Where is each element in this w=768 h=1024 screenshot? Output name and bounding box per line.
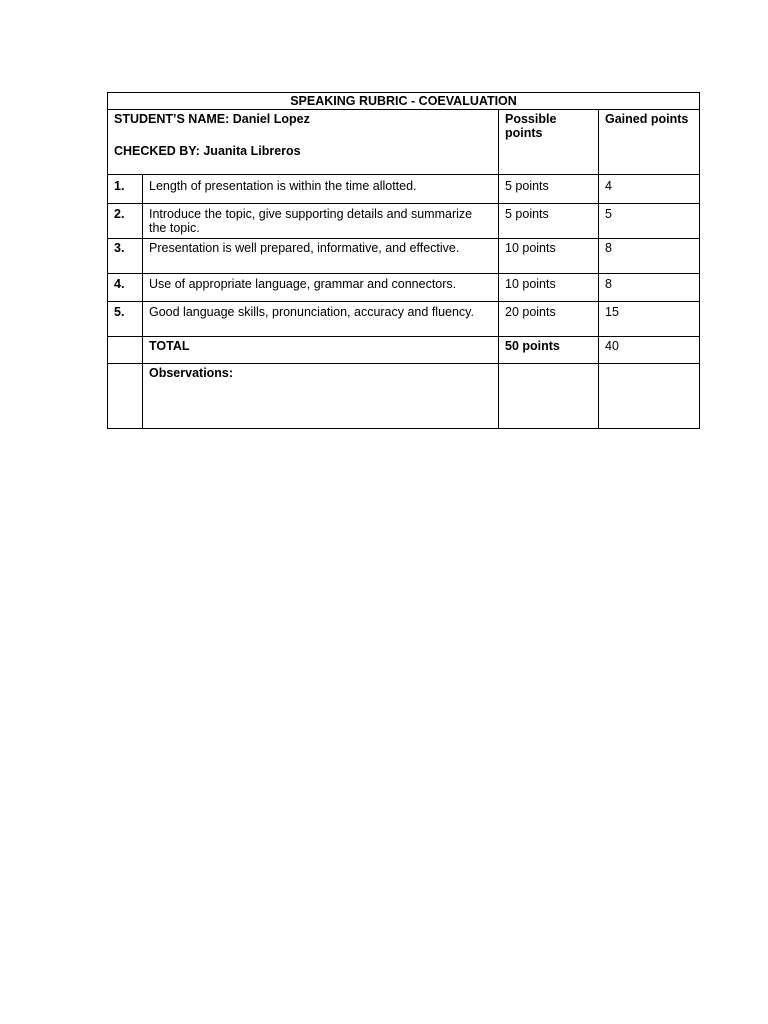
total-possible-points: 50 points — [499, 337, 599, 364]
total-gained-points: 40 — [599, 337, 700, 364]
possible-points: 20 points — [499, 302, 599, 337]
gained-points: 15 — [599, 302, 700, 337]
row-number: 4. — [108, 274, 143, 302]
table-row — [108, 239, 700, 274]
empty-cell — [108, 337, 143, 364]
speaking-rubric-table — [107, 92, 700, 429]
possible-points: 5 points — [499, 204, 599, 239]
criterion-text: Good language skills, pronunciation, accuracy and fluency. — [143, 302, 499, 337]
checked-by: CHECKED BY: Juanita Libreros — [114, 144, 301, 158]
possible-points: 10 points — [499, 274, 599, 302]
row-number: 2. — [108, 204, 143, 239]
student-name: STUDENT’S NAME: Daniel Lopez — [114, 112, 310, 126]
header-row — [108, 110, 700, 175]
possible-points: 10 points — [499, 239, 599, 274]
table-row — [108, 175, 700, 204]
possible-points-header: Possible points — [499, 110, 599, 175]
table-row — [108, 204, 700, 239]
empty-cell — [499, 364, 599, 429]
criterion-text: Introduce the topic, give supporting details and summarize the topic. — [143, 204, 499, 239]
total-label: TOTAL — [143, 337, 499, 364]
criterion-text: Use of appropriate language, grammar and connectors. — [143, 274, 499, 302]
possible-points: 5 points — [499, 175, 599, 204]
gained-points-header: Gained points — [599, 110, 700, 175]
rubric-title: SPEAKING RUBRIC - COEVALUATION — [108, 93, 700, 110]
gained-points: 8 — [599, 274, 700, 302]
empty-cell — [108, 364, 143, 429]
total-row — [108, 337, 700, 364]
student-info-cell — [108, 110, 499, 175]
criterion-text: Length of presentation is within the time allotted. — [143, 175, 499, 204]
title-row — [108, 93, 700, 110]
gained-points: 4 — [599, 175, 700, 204]
row-number: 5. — [108, 302, 143, 337]
empty-cell — [599, 364, 700, 429]
gained-points: 5 — [599, 204, 700, 239]
row-number: 3. — [108, 239, 143, 274]
row-number: 1. — [108, 175, 143, 204]
table-row — [108, 302, 700, 337]
gained-points: 8 — [599, 239, 700, 274]
criterion-text: Presentation is well prepared, informative, and effective. — [143, 239, 499, 274]
observations-row — [108, 364, 700, 429]
table-row — [108, 274, 700, 302]
observations-label: Observations: — [143, 364, 499, 429]
